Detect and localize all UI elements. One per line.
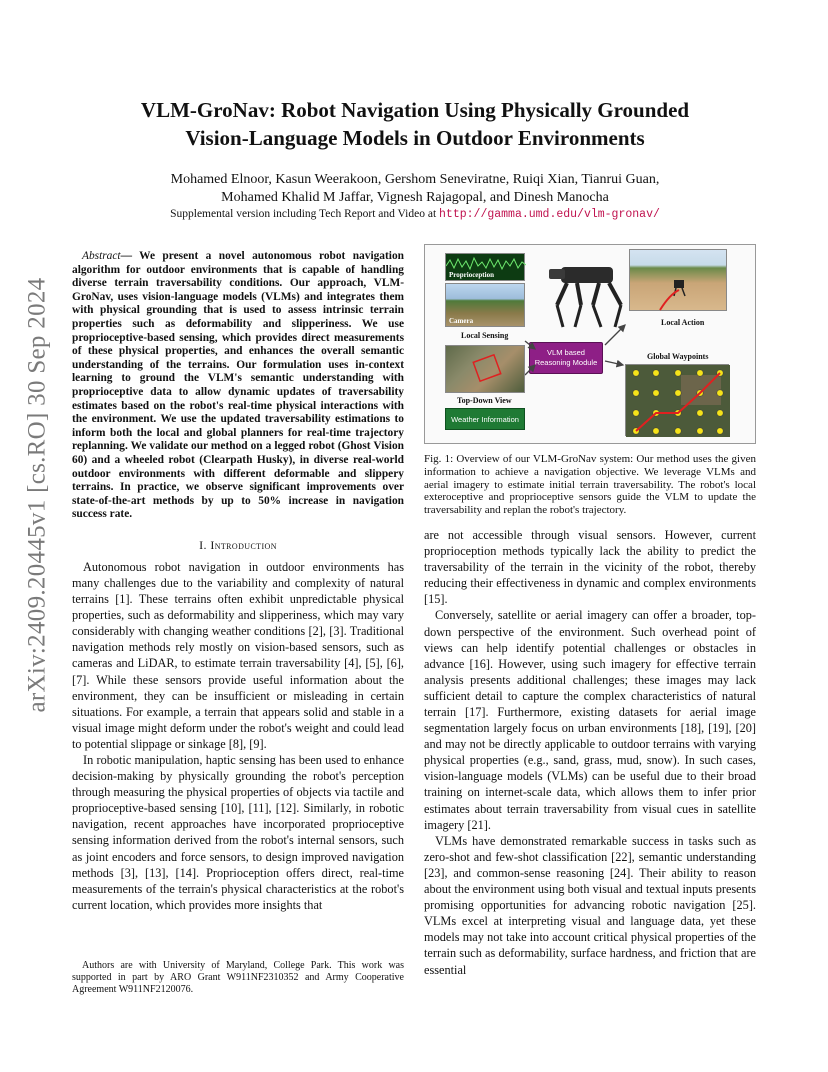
right-body-text xyxy=(424,527,756,978)
authors-line-2: Mohamed Khalid M Jaffar, Vignesh Rajagopal, and Dinesh Manocha xyxy=(221,190,609,205)
paper-title xyxy=(80,96,750,152)
right-paragraph-continuation: are not accessible through visual sensors. However, current proprioception methods typically lack the ability to predict the traversability of the terrain in the vicinity of the robot, thereby reducing their effectiveness in dynamic and complex environments [15]. xyxy=(424,527,756,607)
left-column xyxy=(72,250,404,913)
weather-info-box xyxy=(445,408,525,430)
author-list xyxy=(80,171,750,207)
arxiv-stamp-text: arXiv:2409.20445v1 [cs.RO] 30 Sep 2024 xyxy=(23,277,51,713)
waypoint-grid-graphic xyxy=(626,365,730,437)
supplement-prefix: Supplemental version including Tech Report and Video at xyxy=(170,208,440,220)
figure-1 xyxy=(424,244,756,444)
right-paragraph-1: Conversely, satellite or aerial imagery can offer a broader, top-down perspective of the environment. Such overhead point of views can help identify potential challenges or obstacles in advance [16]. However, using such imagery for effective terrain analysis presents additional challenges; these images may lack sufficient detail to capture the complex characteristics of natural terrain [17]. Furthermore, existing datasets for aerial image segmentation largely focus on urban environments [18], [19], [20] and may not be directly applicable to outdoor terrains with varying physical properties (e.g., sand, grass, mud, snow). In such cases, vision-language models (VLMs) can be useful due to their broad training on internet-scale data, which allows them to infer prior estimates about terrain traversability from visual cues in satellite imagery [21]. xyxy=(424,608,756,832)
section-number: I. xyxy=(199,537,211,552)
local-action-path-graphic xyxy=(630,250,728,312)
section-heading xyxy=(72,538,404,553)
vlm-line-1: VLM based xyxy=(547,348,585,357)
top-down-view-panel xyxy=(445,345,525,393)
figure-caption: Fig. 1: Overview of our VLM-GroNav system: Our method uses the given information to achieve a navigation objective. We leverage VLMs and aerial imagery to estimate initial terrain traversability. The robot's local exteroceptive and proprioceptive sensors guide the VLM to update the traversability and replan the robot's trajectory. xyxy=(424,453,756,517)
camera-label: Camera xyxy=(449,317,474,325)
vlm-line-2: Reasoning Module xyxy=(534,358,598,367)
abstract xyxy=(72,250,404,522)
top-down-highlight xyxy=(446,346,526,394)
title-line-1: VLM-GroNav: Robot Navigation Using Physically Grounded xyxy=(140,98,690,122)
global-waypoints-panel xyxy=(625,364,729,436)
right-column xyxy=(424,244,756,978)
proprioception-panel xyxy=(445,253,525,281)
camera-panel xyxy=(445,283,525,327)
abstract-label: Abstract xyxy=(82,250,121,262)
global-waypoints-label: Global Waypoints xyxy=(647,352,709,361)
intro-paragraph-1: Autonomous robot navigation in outdoor environments has many challenges due to the variability and complexity of natural terrains [1]. These terrains often exhibit unpredictable physical properties, such as deformability and slipperiness, which may vary considerably with changing weather conditions [2], [3]. Traditional navigation methods rely mostly on vision-based sensors, such as cameras and LiDAR, to estimate terrain traversability [4], [5], [6], [7]. While these sensors provide useful information about the environment, they can be insufficient or misleading in certain situations. For example, a terrain that appears solid and stable in a visual image might deform under the robot's weight and could lead to potential slippage or sinkage [8], [9]. xyxy=(72,559,404,751)
top-down-view-label: Top-Down View xyxy=(457,396,512,405)
authors-line-1: Mohamed Elnoor, Kasun Weerakoon, Gershom Seneviratne, Ruiqi Xian, Tianrui Guan, xyxy=(170,172,660,187)
intro-paragraph-2: In robotic manipulation, haptic sensing has been used to enhance decision-making by physically grounding the robot's perception through measuring the physical properties of objects via tactile and proprioceptive-based sensing [10], [11], [12]. Similarly, in robotic navigation, recent approaches have incorporated proprioceptive sensing information derived from the robot's internal sensors, such as joint encoders and force sensors, to design improved navigation methods [3], [13], [14]. Proprioception offers direct, real-time measurements of the terrain's physical characteristics at the robot's current location, which provides more insights that xyxy=(72,753,404,912)
weather-info-label: Weather Information xyxy=(451,414,519,424)
local-action-label: Local Action xyxy=(661,318,705,327)
supplement-link[interactable]: http://gamma.umd.edu/vlm-gronav/ xyxy=(439,208,660,221)
local-action-panel xyxy=(629,249,727,311)
arxiv-stamp xyxy=(14,277,60,713)
right-paragraph-2: VLMs have demonstrated remarkable success in tasks such as zero-shot and few-shot classification [22], semantic understanding [23], and common-sense reasoning [24]. Their ability to reason about the environment using both visual and textual inputs presents promising opportunities for advancing robotic navigation [25]. VLMs excel at interpreting visual and language data, yet these models may not take into account critical physical properties of the terrain such as deformability, surface hardness, and friction that are essential xyxy=(424,833,756,977)
local-sensing-label: Local Sensing xyxy=(461,331,509,340)
legged-robot-illustration xyxy=(533,255,643,333)
abstract-text: — We present a novel autonomous robot navigation algorithm for outdoor environments that is capable of handling diverse terrain traversability conditions. Our approach, VLM-GroNav, uses vision-language models (VLMs) and integrates them with physical grounding that is used to assess intrinsic terrain properties such as deformability and slipperiness. We use proprioceptive-based sensing, which provides direct measurements of these physical properties, and enhances the overall semantic understanding of the terrains. Our formulation uses in-context learning to ground the VLM's semantic understanding with proprioceptive data to allow dynamic updates of traversability estimates based on the robot's real-time physical interactions with the environment. We use the updated traversability estimations to inform both the local and global planners for real-time trajectory replanning. We validate our method on a legged robot (Ghost Vision 60) and a wheeled robot (Clearpath Husky), in diverse real-world outdoor environments with different deformable and slippery terrains. In practice, we observe significant improvements over state-of-the-art methods by up to 50% increase in navigation success rate. xyxy=(72,250,404,521)
author-footnote: Authors are with University of Maryland, College Park. This work was supported in part by ARO Grant W911NF2310352 and Army Cooperative Agreement W911NF2120076. xyxy=(72,960,404,995)
proprioception-label: Proprioception xyxy=(449,271,494,279)
section-title: Introduction xyxy=(210,537,277,552)
vlm-reasoning-box xyxy=(529,342,603,374)
title-line-2: Vision-Language Models in Outdoor Environments xyxy=(185,126,645,150)
supplement-note xyxy=(80,208,750,221)
